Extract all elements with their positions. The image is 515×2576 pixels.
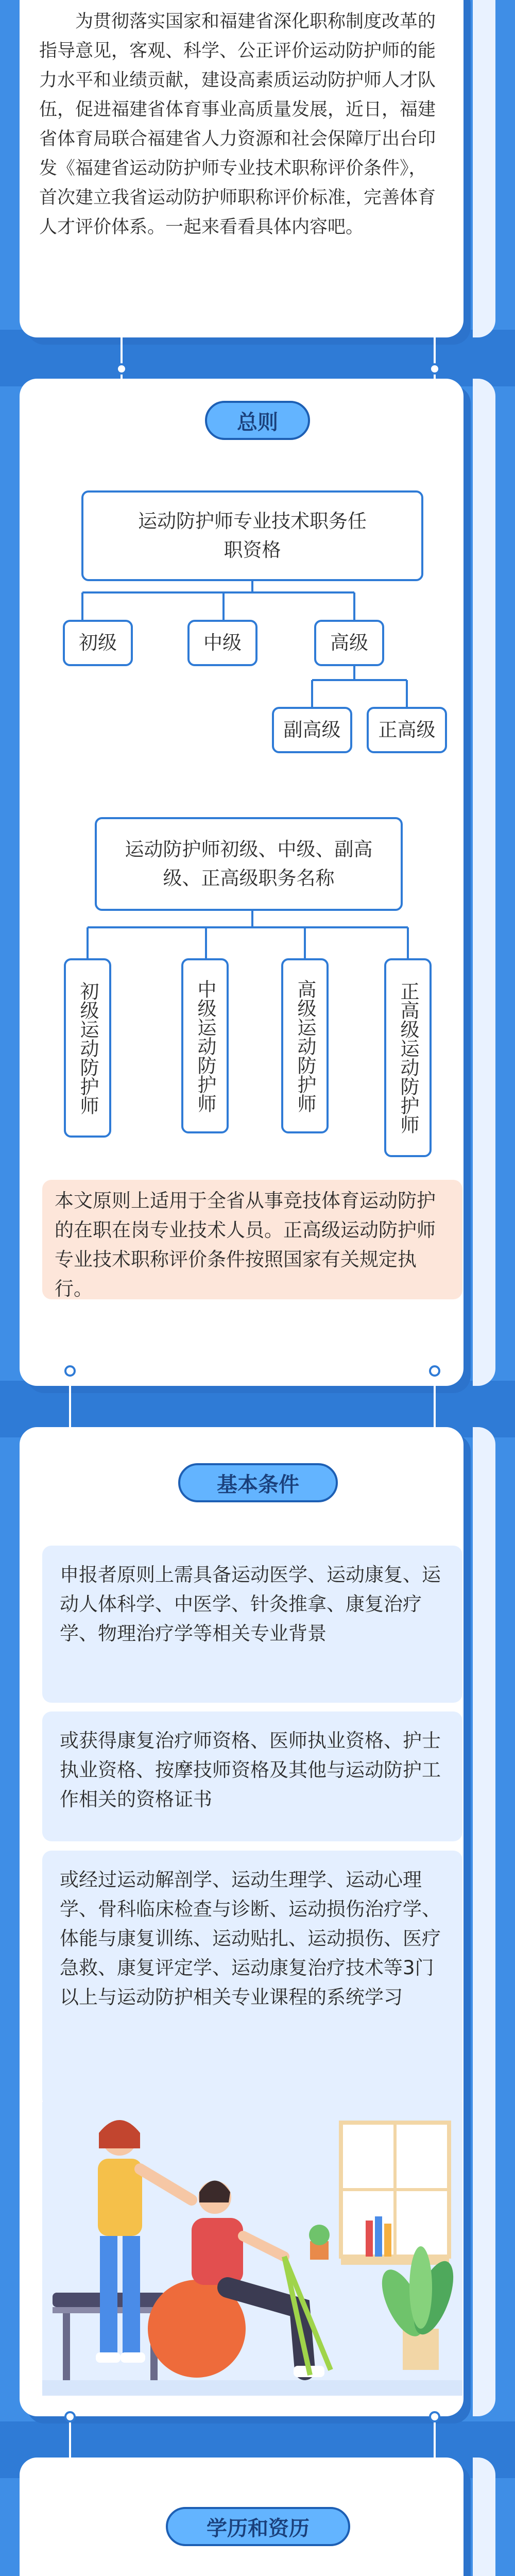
level-senior: 高级 [314, 620, 384, 666]
title-intermediate: 中级运动防护师 [181, 958, 229, 1133]
intro-text: 为贯彻落实国家和福建省深化职称制度改革的指导意见，客观、科学、公正评价运动防护师的能力水平和业绩贡献，建设高素质运动防护师人才队伍，促进福建省体育事业高质量发展，近日，福建省体育局联合福建省人力资源和社会保障厅出台印发《福建省运动防护师专业技术职称评价条件》，首次建立我省运动防护师职称评价标准，完善体育人才评价体系。一起来看看具体内容吧。 [39, 11, 436, 238]
section-title-education: 学历和资历 [166, 2507, 350, 2546]
section-title-basic: 基本条件 [178, 1463, 338, 1502]
connector-line [434, 1370, 436, 1432]
connector-ring-icon [429, 1365, 440, 1377]
basic-condition-3: 或经过运动解剖学、运动生理学、运动心理学、骨科临床检查与诊断、运动损伤治疗学、体能与康复训练、运动贴扎、运动损伤、医疗急救、康复评定学、运动康复治疗技术等3门以上与运动防护相关专业课程的系统学习 [42, 1851, 462, 2108]
tree-root-qualification: 运动防护师专业技术职务任职资格 [81, 490, 423, 581]
level-intermediate: 中级 [187, 620, 258, 666]
level-full-senior: 正高级 [367, 707, 447, 753]
title-senior: 高级运动防护师 [281, 958, 329, 1133]
tree-root-titles: 运动防护师初级、中级、副高级、正高级职务名称 [95, 817, 403, 911]
basic-condition-1: 申报者原则上需具备运动医学、运动康复、运动人体科学、中医学、针灸推拿、康复治疗学、物理治疗学等相关专业背景 [42, 1546, 462, 1703]
title-junior: 初级运动防护师 [64, 958, 111, 1138]
general-scope-note: 本文原则上适用于全省从事竞技体育运动防护的在职在岗专业技术人员。正高级运动防护师专业技术职称评价条件按照国家有关规定执行。 [42, 1180, 462, 1299]
basic-condition-2: 或获得康复治疗师资格、医师执业资格、护士执业资格、按摩技师资格及其他与运动防护工作相关的资格证书 [42, 1711, 462, 1841]
level-junior: 初级 [63, 620, 133, 666]
section-title-general: 总则 [205, 401, 310, 440]
connector-ring-icon [64, 2411, 76, 2422]
level-associate-senior: 副高级 [272, 707, 352, 753]
basic-card-edge [473, 1427, 495, 2416]
connector-line [69, 1370, 71, 1432]
connector-ring-icon [64, 1365, 76, 1377]
title-full-senior: 正高级运动防护师 [384, 958, 432, 1157]
rehab-illustration-icon [42, 2102, 462, 2396]
education-card-edge [473, 2458, 495, 2576]
connector-ring-icon [429, 2411, 440, 2422]
